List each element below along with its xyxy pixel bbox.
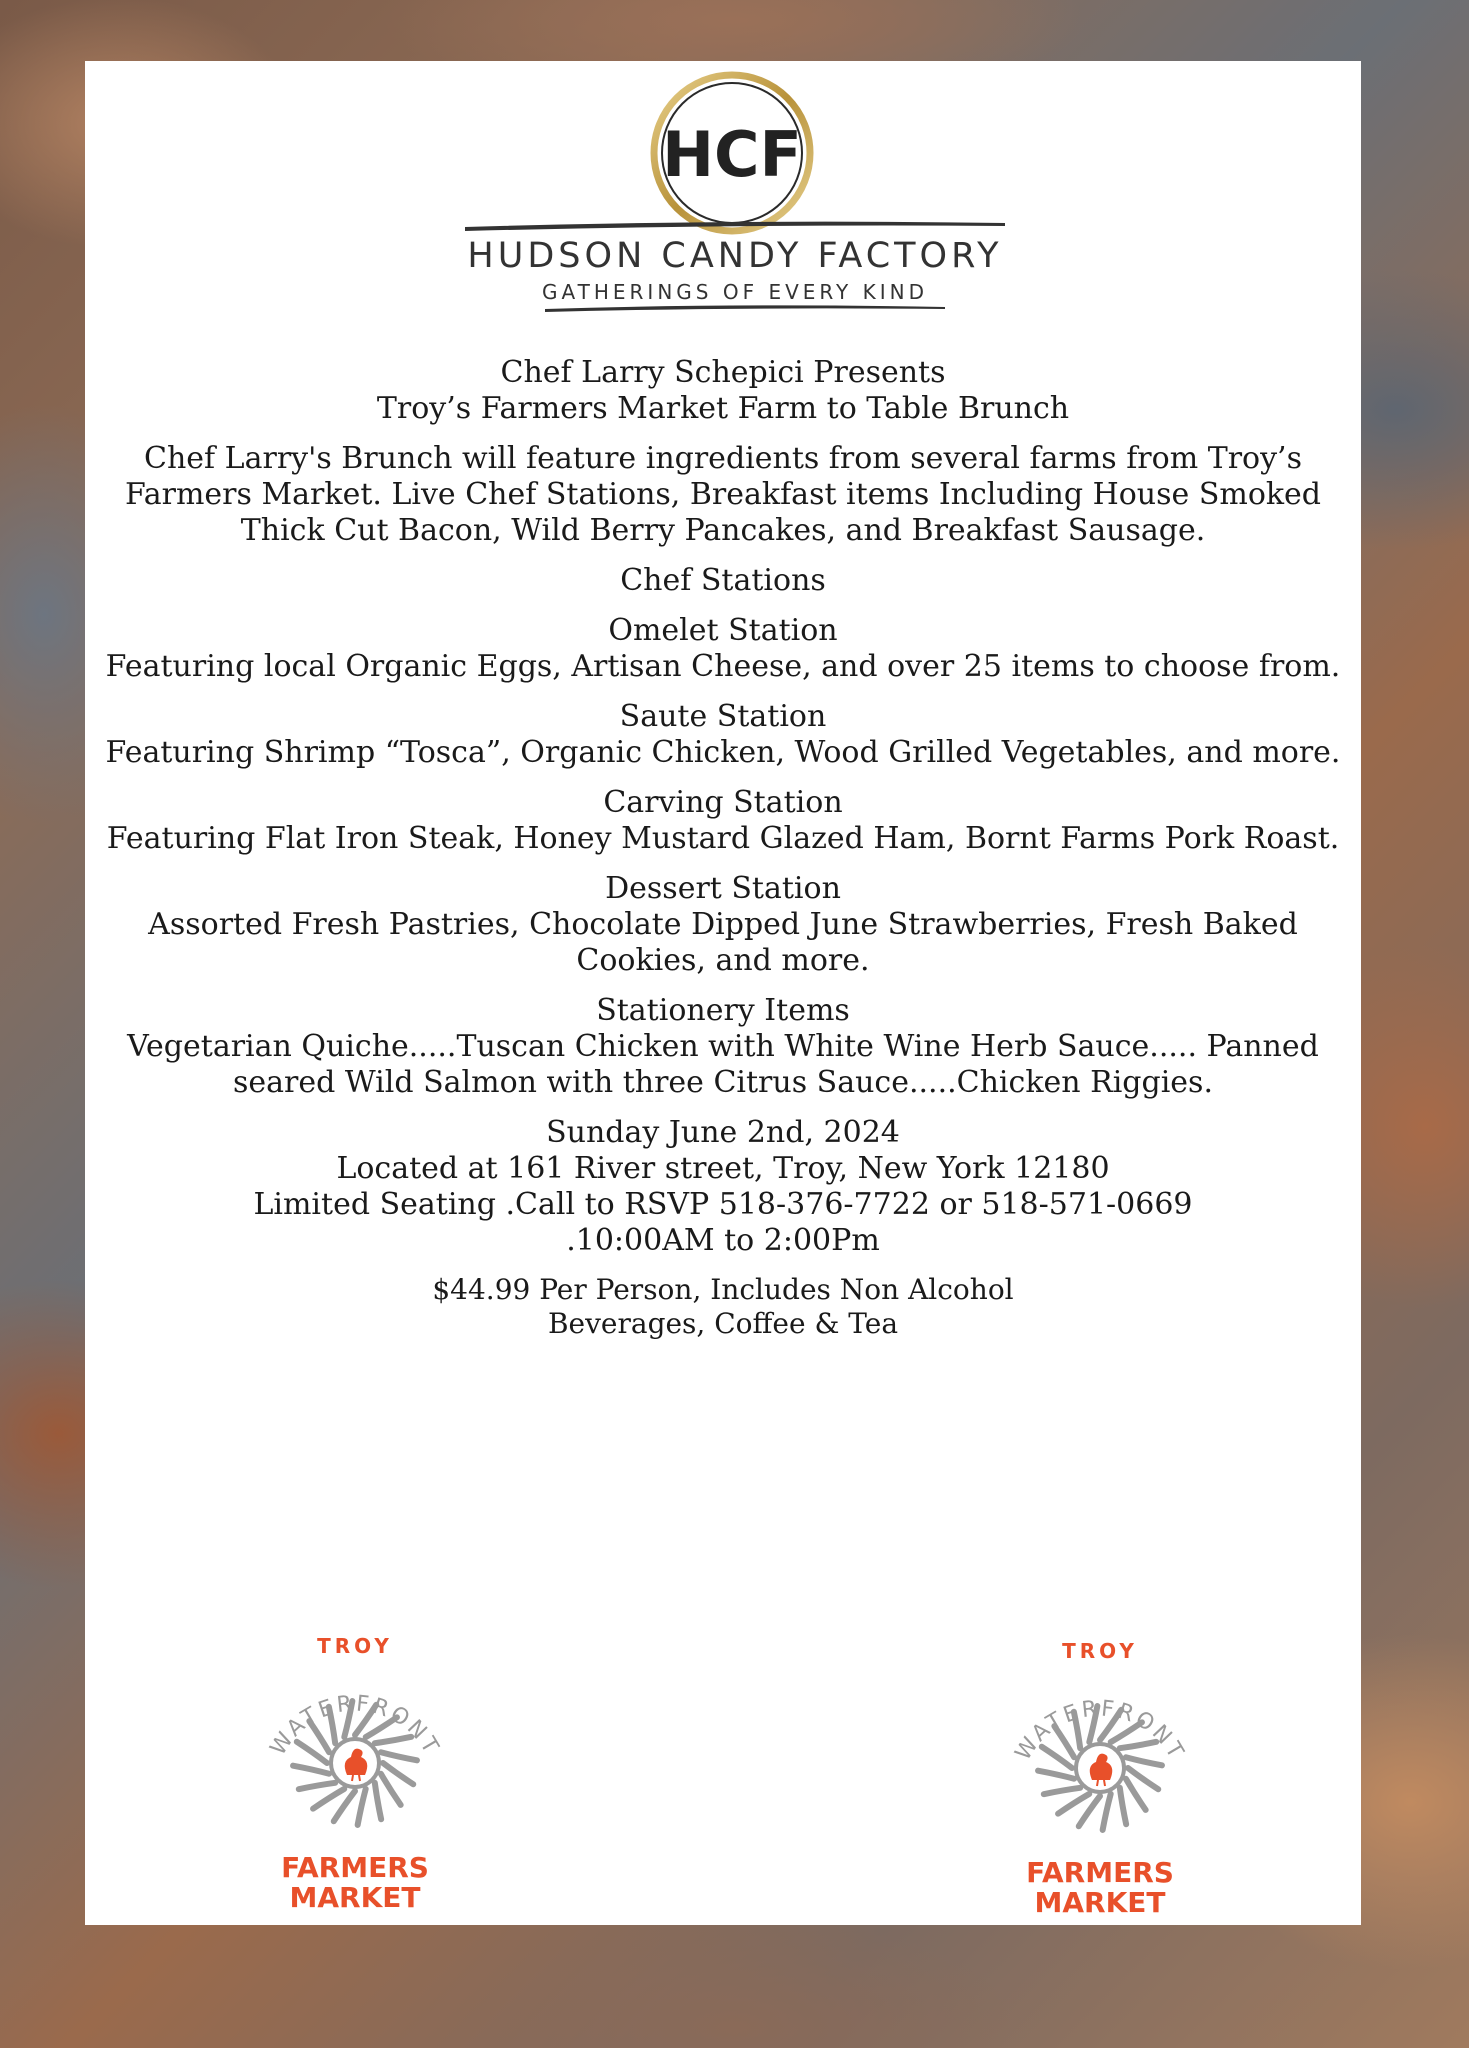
event-rsvp: Limited Seating .Call to RSVP 518-376-7722 or 518-571-0669 xyxy=(253,1187,1193,1222)
price-line-1: $44.99 Per Person, Includes Non Alcohol xyxy=(432,1273,1014,1306)
logo-underline xyxy=(545,305,945,312)
sun-ray-icon xyxy=(293,1766,329,1774)
hcf-logo xyxy=(85,71,1361,371)
logo-tagline: GATHERINGS OF EVERY KIND xyxy=(542,280,928,304)
sun-ray-icon xyxy=(1044,1788,1080,1794)
sun-ray-icon xyxy=(1058,1794,1089,1814)
sun-ray-icon xyxy=(381,1752,417,1760)
sun-ray-icon xyxy=(299,1783,335,1789)
station-name: Dessert Station xyxy=(605,871,841,906)
event-title: Troy’s Farmers Market Farm to Table Brunch xyxy=(376,391,1070,426)
sun-ray-icon xyxy=(358,1789,366,1825)
station-name: Carving Station xyxy=(603,785,843,820)
event-location: Located at 161 River street, Troy, New York 12180 xyxy=(336,1151,1110,1186)
fm-troy-text: TROY xyxy=(317,1634,393,1658)
stations-heading: Chef Stations xyxy=(620,563,826,598)
fm-waterfront-text: WATERFRONT xyxy=(265,1691,445,1761)
fm-troy-text: TROY xyxy=(1062,1639,1138,1663)
sun-ray-icon xyxy=(1120,1788,1126,1824)
station-desc: Vegetarian Quiche.....Tuscan Chicken with White Wine Herb Sauce..... Panned seared Wild Salmon with three Citrus Sauce.....Chicken Riggies. xyxy=(127,1029,1319,1100)
flyer-panel xyxy=(85,61,1361,1925)
flyer-content xyxy=(85,355,1361,1341)
sun-ray-icon xyxy=(313,1789,344,1809)
event-time: .10:00AM to 2:00Pm xyxy=(566,1223,880,1258)
fm-farmers-text: FARMERS xyxy=(281,1851,429,1884)
station-desc: Featuring Shrimp “Tosca”, Organic Chicken, Wood Grilled Vegetables, and more. xyxy=(105,735,1341,770)
logo-monogram: HCF xyxy=(662,118,802,191)
fm-market-text: MARKET xyxy=(289,1881,421,1914)
sun-ray-icon xyxy=(381,1774,401,1805)
sun-ray-icon xyxy=(375,1737,411,1743)
event-description: Chef Larry's Brunch will feature ingredients from several farms from Troy’s Farmers Market. Live Chef Stations, Breakfast items Including House Smoked Thick Cut Bacon, Wild Berry Pancakes, and Breakfast Sausage. xyxy=(124,441,1322,548)
presents-line: Chef Larry Schepici Presents xyxy=(500,355,946,390)
fm-market-text: MARKET xyxy=(1034,1886,1166,1919)
station-desc: Featuring local Organic Eggs, Artisan Cheese, and over 25 items to choose from. xyxy=(105,649,1341,684)
station-name: Omelet Station xyxy=(608,613,838,648)
sun-ray-icon xyxy=(375,1783,381,1819)
sun-ray-icon xyxy=(1120,1742,1156,1748)
sun-ray-icon xyxy=(1038,1771,1074,1779)
logo-name: HUDSON CANDY FACTORY xyxy=(467,236,1003,276)
price-line-2: Beverages, Coffee & Tea xyxy=(547,1307,899,1340)
station-name: Saute Station xyxy=(619,699,827,734)
sun-ray-icon xyxy=(1126,1757,1162,1765)
sun-ray-icon xyxy=(1126,1779,1146,1810)
event-date: Sunday June 2nd, 2024 xyxy=(546,1115,900,1150)
station-name: Stationery Items xyxy=(596,993,850,1028)
station-desc: Assorted Fresh Pastries, Chocolate Dipped June Strawberries, Fresh Baked Cookies, and more. xyxy=(148,907,1298,978)
fm-waterfront-text: WATERFRONT xyxy=(1010,1696,1190,1766)
sun-ray-icon xyxy=(1103,1794,1111,1830)
station-desc: Featuring Flat Iron Steak, Honey Mustard Glazed Ham, Bornt Farms Pork Roast. xyxy=(106,821,1340,856)
fm-farmers-text: FARMERS xyxy=(1026,1856,1174,1889)
farmers-market-logo-left xyxy=(245,1631,465,1921)
farmers-market-logo-right xyxy=(990,1636,1210,1926)
